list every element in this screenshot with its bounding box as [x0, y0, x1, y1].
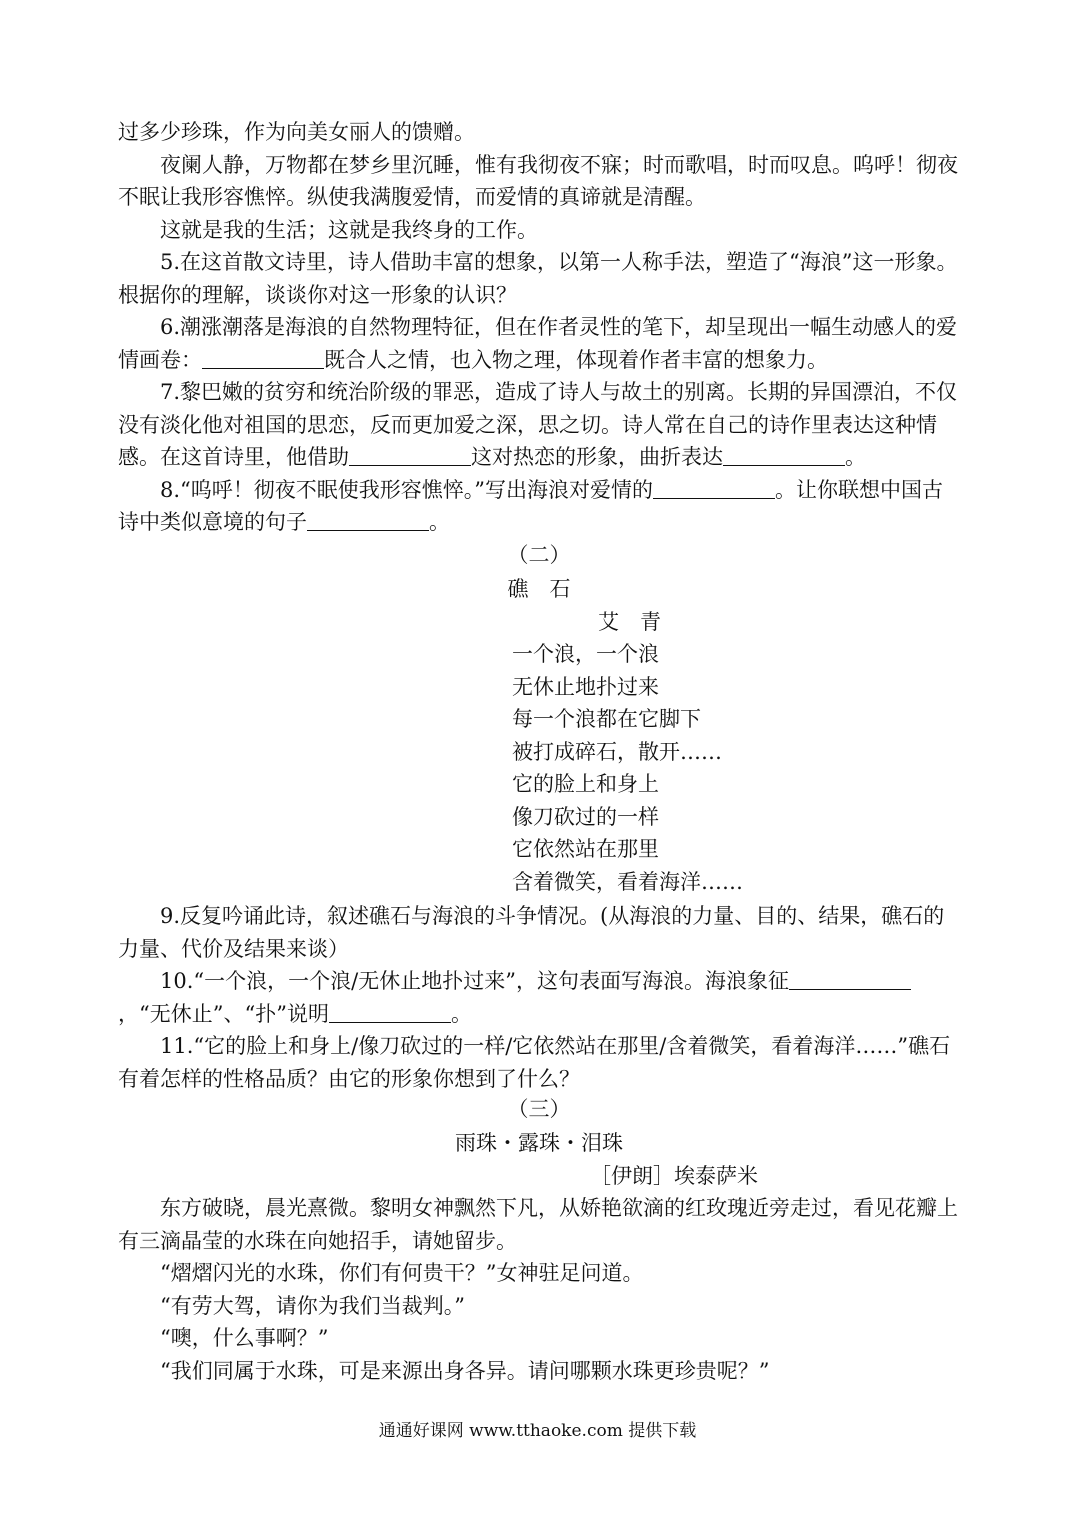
section-2-author: 艾 青 [598, 610, 661, 634]
paragraph: “有劳大驾，请你为我们当裁判。” [160, 1293, 465, 1318]
answer-blank[interactable] [653, 478, 775, 499]
paragraph: 东方破晓，晨光熹微。黎明女神飘然下凡，从娇艳欲滴的红玫瑰近旁走过，看见花瓣上有三滴晶莹的水珠在向她招手，请她留步。 [118, 1196, 958, 1253]
paragraph: “噢，什么事啊？” [160, 1326, 329, 1350]
section-2-number: （二） [507, 543, 571, 567]
answer-blank[interactable] [307, 510, 429, 531]
poem-line: 它依然站在那里 [512, 837, 659, 861]
section-3-title: 雨珠・露珠・泪珠 [455, 1131, 623, 1155]
poem-line: 每一个浪都在它脚下 [512, 707, 701, 731]
poem-line: 无休止地扑过来 [512, 674, 659, 699]
section-3-prose [118, 1192, 960, 1387]
question-10: 10.“一个浪，一个浪/无休止地扑过来”，这句表面写海浪。海浪象征，“无休止”、“扑”说明 。 [118, 965, 960, 1030]
answer-blank[interactable] [789, 969, 911, 990]
answer-blank[interactable] [202, 348, 324, 369]
paragraph: “我们同属于水珠，可是来源出身各异。请问哪颗水珠更珍贵呢？” [160, 1358, 770, 1383]
paragraph: “熠熠闪光的水珠，你们有何贵干？”女神驻足问道。 [160, 1261, 644, 1285]
section-3-number: （三） [507, 1097, 571, 1121]
poem [512, 638, 743, 898]
question-6: 6.潮涨潮落是海浪的自然物理特征，但在作者灵性的笔下，却呈现出一幅生动感人的爱情画卷： 既合人之情，也入物之理，体现着作者丰富的想象力。 [118, 315, 958, 372]
poem-line: 一个浪，一个浪 [512, 642, 659, 666]
poem-line: 它的脸上和身上 [512, 772, 659, 796]
poem-line: 含着微笑，看着海洋…… [512, 869, 743, 894]
page-footer: 通通好课网 www.tthaoke.com 提供下载 [378, 1421, 697, 1441]
paragraph: 过多少珍珠，作为向美女丽人的馈赠。 [118, 120, 475, 144]
question-7: 7.黎巴嫩的贫穷和统治阶级的罪恶，造成了诗人与故土的别离。长期的异国漂泊，不仅没有淡化他对祖国的思恋，反而更加爱之深，思之切。诗人常在自己的诗作里表达这种情感。在这首诗里，他借助 这对热恋的形象，曲折表达 。 [118, 380, 958, 469]
questions-section-1 [118, 246, 960, 539]
answer-blank[interactable] [723, 445, 845, 466]
poem-line: 被打成碎石，散开…… [512, 739, 722, 764]
poem-line: 像刀砍过的一样 [512, 804, 659, 829]
question-5: 5.在这首散文诗里，诗人借助丰富的想象，以第一人称手法，塑造了“海浪”这一形象。根据你的理解，谈谈你对这一形象的认识？ [118, 250, 958, 307]
question-8: 8.“呜呼！彻夜不眠使我形容憔悴。”写出海浪对爱情的 。让你联想中国古诗中类似意境的句子 。 [118, 477, 944, 534]
questions-section-2 [118, 900, 960, 1095]
section-2-title: 礁 石 [507, 577, 571, 601]
paragraph: 夜阑人静，万物都在梦乡里沉睡，惟有我彻夜不寐；时而歌唱，时而叹息。呜呼！彻夜不眠让我形容憔悴。纵使我满腹爱情，而爱情的真谛就是清醒。 [118, 152, 958, 209]
prose-continuation [118, 116, 960, 246]
section-3-author: ［伊朗］埃泰萨米 [590, 1164, 758, 1188]
answer-blank[interactable] [329, 1002, 451, 1023]
paragraph: 这就是我的生活；这就是我终身的工作。 [160, 217, 538, 242]
answer-blank[interactable] [349, 445, 471, 466]
question-9: 9.反复吟诵此诗，叙述礁石与海浪的斗争情况。(从海浪的力量、目的、结果，礁石的力量、代价及结果来谈） [118, 904, 945, 961]
question-11: 11.“它的脸上和身上/像刀砍过的一样/它依然站在那里/含着微笑，看着海洋……”礁石有着怎样的性格品质？由它的形象你想到了什么？ [118, 1034, 951, 1091]
